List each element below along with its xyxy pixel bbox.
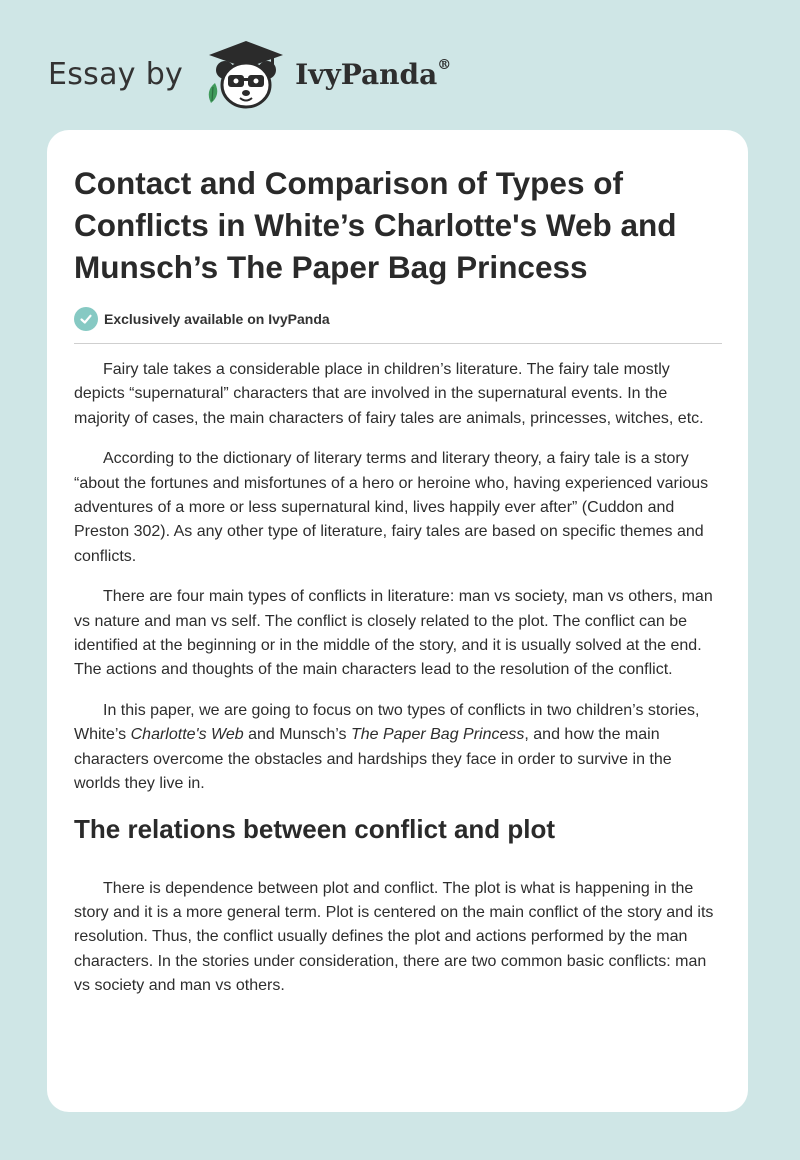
essay-by-label: Essay by xyxy=(48,56,184,92)
essay-title: Contact and Comparison of Types of Conflicts in White’s Charlotte's Web and Munsch’s The Paper Bag Princess xyxy=(74,165,677,285)
paragraph-text: , and how the main characters overcome the obstacles and hardships they face in order to survive in the worlds they live in. xyxy=(74,726,672,793)
paragraph: There are four main types of conflicts in literature: man vs society, man vs others, man vs nature and man vs self. The conflict is closely related to the plot. The conflict can be identified at the beginning or in the middle of the story, and it is usually solved at the end. The actions and thoughts of the main characters lead to the resolution of the conflict. xyxy=(74,588,713,679)
check-circle-icon xyxy=(74,307,98,331)
brand-name[interactable] xyxy=(295,58,451,91)
paragraph: According to the dictionary of literary terms and literary theory, a fairy tale is a story “about the fortunes and misfortunes of a hero or heroine who, having experienced various adventures of a more or less supernatural kind, lives happily ever after” (Cuddon and Preston 302). As any other type of literature, fairy tales are based on specific themes and conflicts. xyxy=(74,450,709,565)
paragraph-text: In this paper, we are going to focus on two types of conflicts in two children’s stories, White’s xyxy=(74,701,700,744)
registered-mark: ® xyxy=(437,57,452,74)
brand-text: IvyPanda xyxy=(295,57,438,91)
essay-body xyxy=(74,358,722,999)
paragraph xyxy=(74,699,722,797)
panda-logo-icon[interactable] xyxy=(201,35,291,113)
site-header xyxy=(48,34,451,114)
section-heading: The relations between conflict and plot xyxy=(74,813,556,844)
badge-text: Exclusively available on IvyPanda xyxy=(104,311,330,327)
exclusive-badge xyxy=(74,307,722,344)
book-title-paper-bag-princess: The Paper Bag Princess xyxy=(350,726,525,744)
paragraph-text: and Munsch’s xyxy=(243,726,351,744)
book-title-charlottes-web: Charlotte's Web xyxy=(130,726,244,744)
paragraph: Fairy tale takes a considerable place in children’s literature. The fairy tale mostly depicts “supernatural” characters that are involved in the supernatural events. In the majority of cases, the main characters of fairy tales are animals, princesses, witches, etc. xyxy=(74,361,704,427)
paragraph: There is dependence between plot and conflict. The plot is what is happening in the story and it is a more general term. Plot is centered on the main conflict of the story and its resolution. Thus, the conflict usually defines the plot and actions performed by the man characters. In the stories under consideration, there are two common basic conflicts: man vs society and man vs others. xyxy=(74,879,714,995)
essay-card xyxy=(47,130,748,1112)
